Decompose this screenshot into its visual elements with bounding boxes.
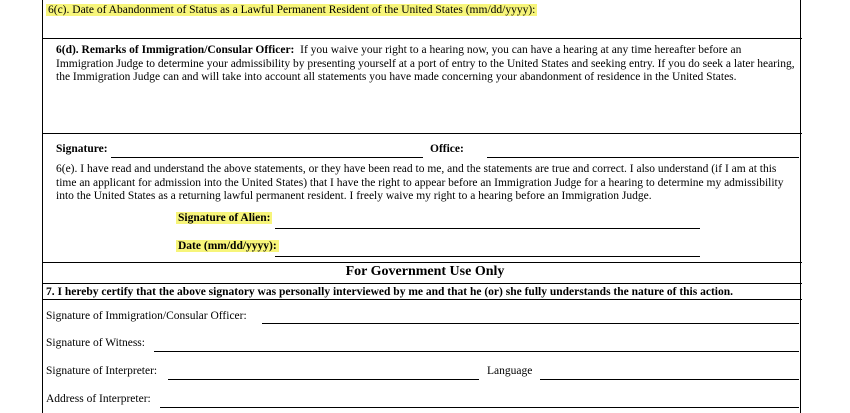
section-6e-statement: 6(e). I have read and understand the above statements, or they have been read to me, and the statements are true and correct. I also understand (if I am at this time an applicant for admission into the United States) that I have the right to appear before an Immigration Judge for a hearing to determine my admissibility into the United States as a returning lawful permanent resident. I freely waive my right to a hearing before an Immigration Judge. [56, 163, 784, 203]
officer-signature-label: Signature: [56, 143, 108, 155]
officer-signature-line[interactable] [111, 157, 423, 158]
alien-date-label: Date (mm/dd/yyyy): [178, 240, 277, 252]
divider-6c-6d [42, 38, 802, 39]
interpreter-address-line[interactable] [160, 407, 799, 408]
section-6d-heading: 6(d). Remarks of Immigration/Consular Officer: [56, 44, 295, 56]
consular-officer-signature-line[interactable] [262, 323, 799, 324]
form-right-border [800, 0, 801, 413]
office-label: Office: [430, 143, 464, 155]
interpreter-signature-label: Signature of Interpreter: [46, 365, 158, 377]
divider-certify [42, 299, 802, 300]
section-6d-remarks [56, 44, 796, 85]
witness-signature-label: Signature of Witness: [46, 337, 145, 349]
section-6c-label: 6(c). Date of Abandonment of Status as a Lawful Permanent Resident of the United States (mm/dd/yyyy): [48, 4, 536, 16]
divider-government-title [42, 283, 802, 284]
interpreter-address-label: Address of Interpreter: [46, 393, 151, 405]
consular-officer-signature-label: Signature of Immigration/Consular Officer: [46, 310, 247, 322]
witness-signature-line[interactable] [154, 351, 799, 352]
language-label: Language [487, 365, 533, 377]
divider-6e-government [42, 262, 802, 263]
alien-signature-label: Signature of Alien: [178, 212, 271, 224]
language-line[interactable] [540, 379, 799, 380]
office-line[interactable] [487, 157, 799, 158]
interpreter-signature-line[interactable] [168, 379, 479, 380]
remarks-field[interactable] [56, 90, 796, 130]
section-6d-text: If you waive your right to a hearing now, you can have a hearing at any time hereafter before an Immigration Judge to determine your admissibility by presenting yourself at a port of entry to the United States and seeking entry. If you do seek a later hearing, the Immigration Judge can and will take into account all statements you have made concerning your abandonment of residence in the United States. [56, 44, 795, 84]
form-left-border [42, 0, 43, 413]
alien-date-line[interactable] [275, 256, 700, 257]
divider-6d-remarks [42, 133, 802, 134]
government-use-title: For Government Use Only [345, 264, 505, 279]
alien-signature-line[interactable] [275, 228, 700, 229]
certify-statement: 7. I hereby certify that the above signatory was personally interviewed by me and that he (or) she fully understands the nature of this action. [46, 286, 734, 298]
abandonment-date-field[interactable] [46, 18, 796, 36]
